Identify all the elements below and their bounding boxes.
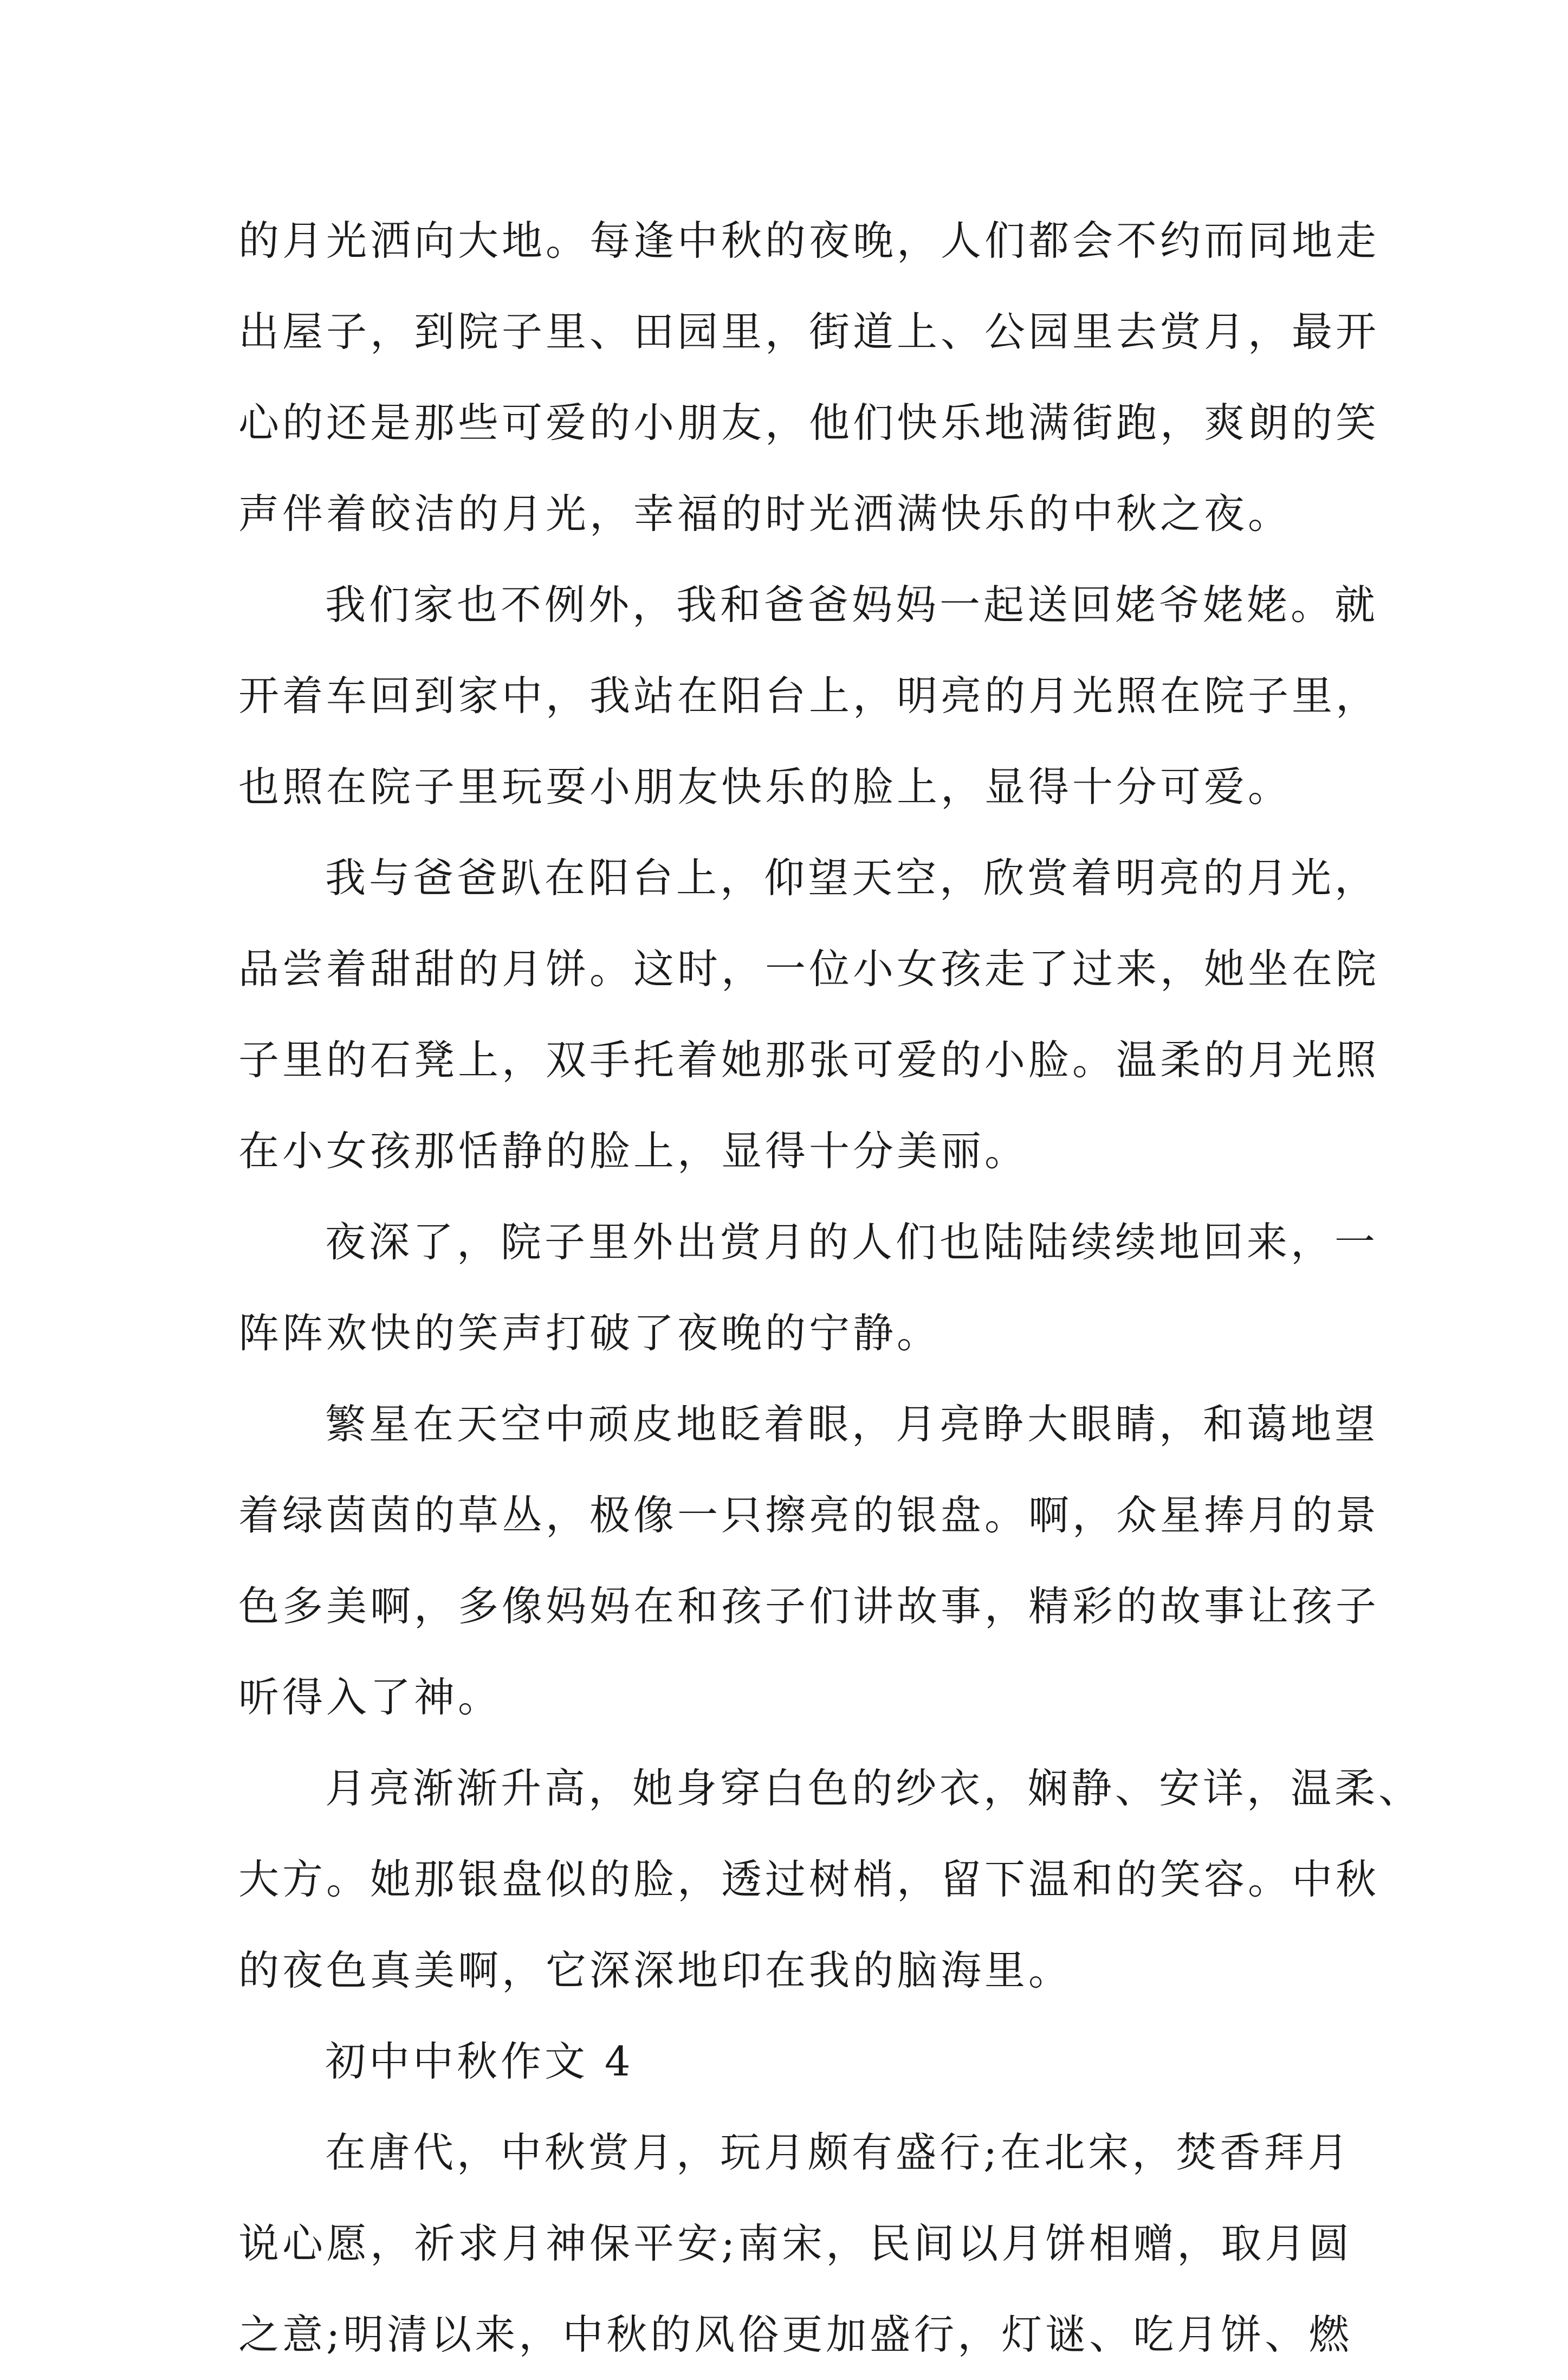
- paragraph-first-line: 在唐代，中秋赏月，玩月颇有盛行;在北宋，焚香拜月: [325, 2129, 1352, 2176]
- text-line: 子里的石凳上，双手托着她那张可爱的小脸。温柔的月光照: [238, 1036, 1380, 1084]
- text-line: 着绿茵茵的草丛，极像一只擦亮的银盘。啊，众星捧月的景: [238, 1491, 1380, 1539]
- text-line: 色多美啊，多像妈妈在和孩子们讲故事，精彩的故事让孩子: [238, 1582, 1380, 1630]
- text-line: 在小女孩那恬静的脸上，显得十分美丽。: [238, 1127, 1029, 1175]
- text-line: 品尝着甜甜的月饼。这时，一位小女孩走了过来，她坐在院: [238, 945, 1380, 993]
- paragraph-first-line: 月亮渐渐升高，她身穿白色的纱衣，娴静、安详，温柔、: [325, 1764, 1423, 1812]
- text-line: 之意;明清以来，中秋的风俗更加盛行，灯谜、吃月饼、燃: [238, 2311, 1353, 2358]
- text-line: 出屋子，到院子里、田园里，街道上、公园里去赏月，最开: [238, 308, 1380, 355]
- text-line: 也照在院子里玩耍小朋友快乐的脸上，显得十分可爱。: [238, 763, 1292, 811]
- text-line: 的夜色真美啊，它深深地印在我的脑海里。: [238, 1946, 1073, 1994]
- paragraph-first-line: 我们家也不例外，我和爸爸妈妈一起送回姥爷姥姥。就: [325, 581, 1379, 629]
- paragraph-first-line: 繁星在天空中顽皮地眨着眼，月亮睁大眼睛，和蔼地望: [325, 1400, 1379, 1448]
- text-line: 的月光洒向大地。每逢中秋的夜晚，人们都会不约而同地走: [238, 217, 1380, 264]
- paragraph-first-line: 我与爸爸趴在阳台上，仰望天空，欣赏着明亮的月光，: [325, 854, 1379, 902]
- article-body: [238, 195, 1423, 2380]
- text-line: 声伴着皎洁的月光，幸福的时光洒满快乐的中秋之夜。: [238, 490, 1292, 538]
- text-line: 说心愿，祈求月神保平安;南宋，民间以月饼相赠，取月圆: [238, 2220, 1353, 2267]
- text-line: 听得入了神。: [238, 1673, 502, 1721]
- text-line: 心的还是那些可爱的小朋友，他们快乐地满街跑，爽朗的笑: [238, 399, 1380, 447]
- text-line: 阵阵欢快的笑声打破了夜晚的宁静。: [238, 1309, 941, 1357]
- text-line: 开着车回到家中，我站在阳台上，明亮的月光照在院子里，: [238, 672, 1380, 720]
- text-line: 大方。她那银盘似的脸，透过树梢，留下温和的笑容。中秋: [238, 1855, 1380, 1903]
- section-heading: 初中中秋作文 4: [325, 2038, 634, 2085]
- paragraph-first-line: 夜深了，院子里外出赏月的人们也陆陆续续地回来，一: [325, 1218, 1379, 1266]
